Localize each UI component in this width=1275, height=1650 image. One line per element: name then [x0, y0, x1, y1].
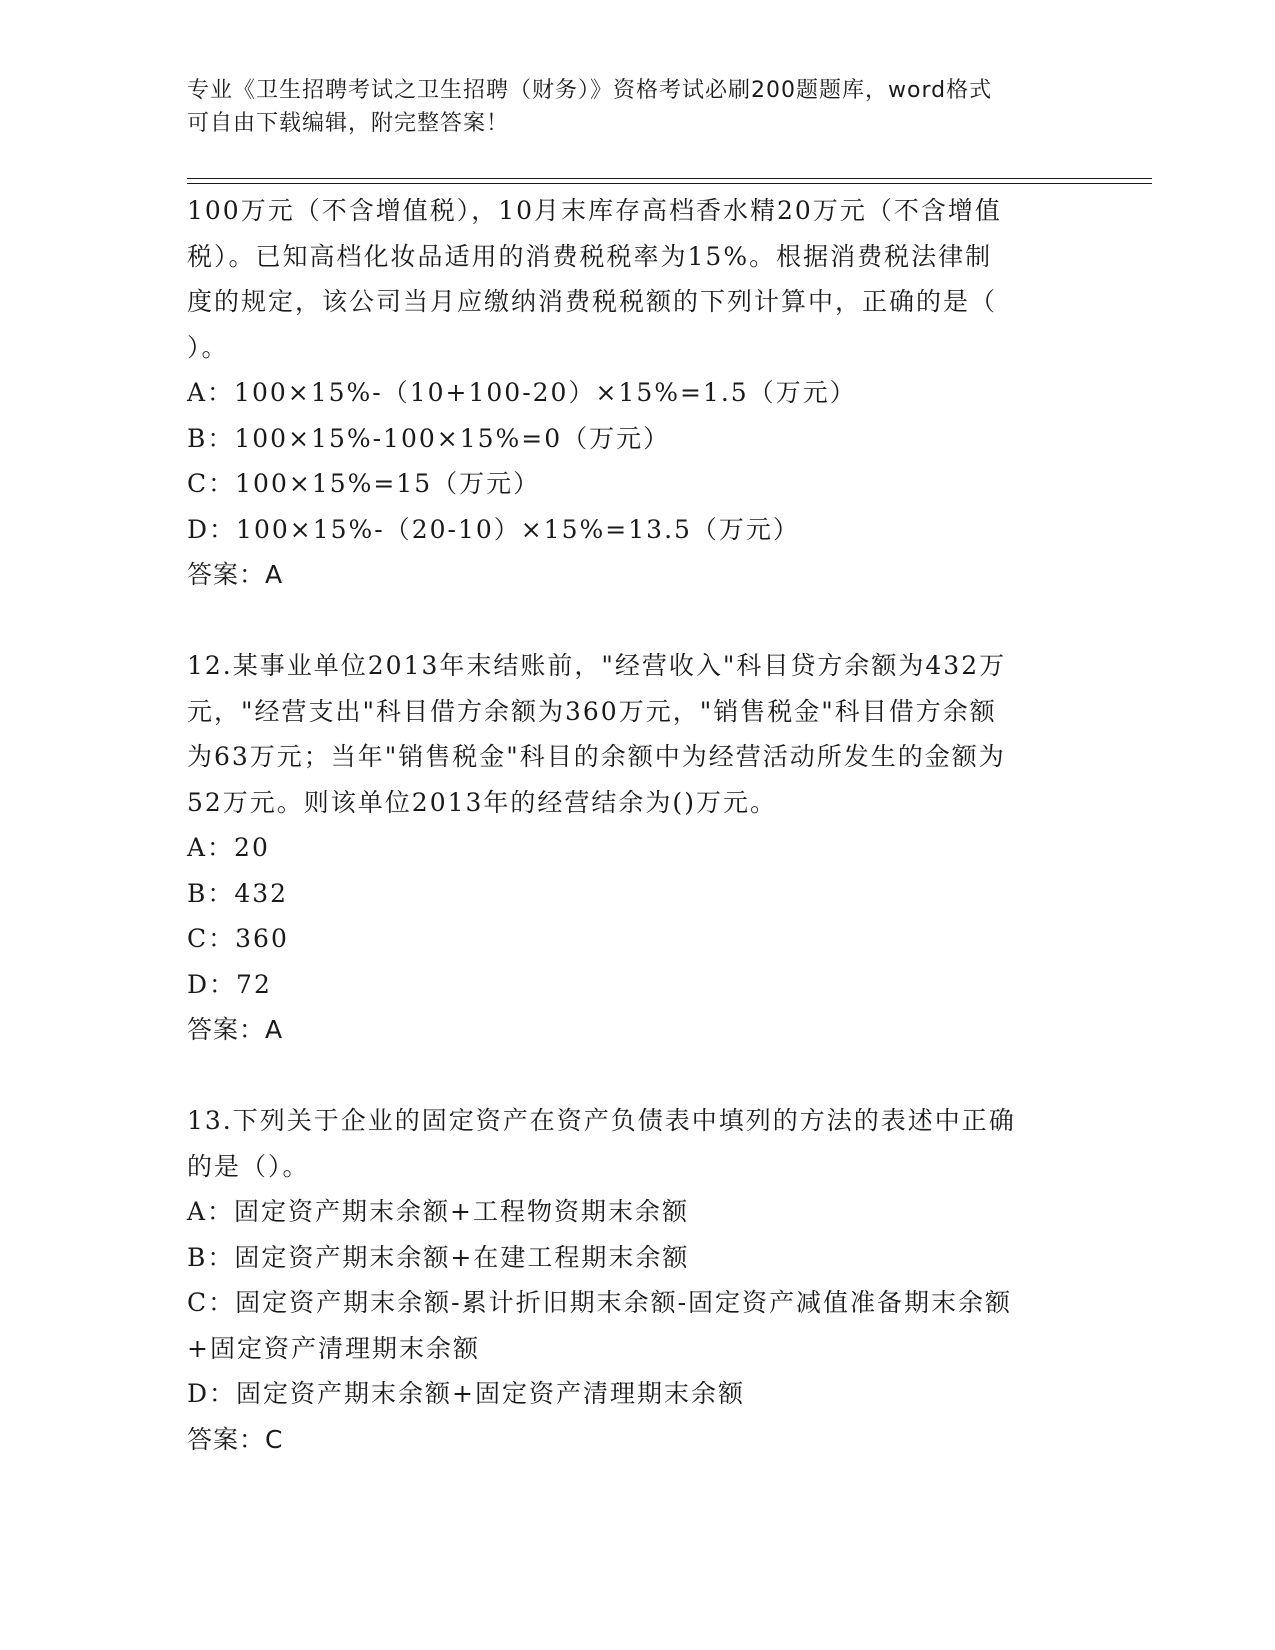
header-line-2: 可自由下载编辑，附完整答案！ — [187, 111, 510, 136]
question-text-line: 52万元。则该单位2013年的经营结余为()万元。 — [187, 787, 777, 817]
question-text-line: 为63万元；当年"销售税金"科目的余额中为经营活动所发生的金额为 — [187, 742, 1006, 771]
answer-label: 答案：C — [187, 1424, 284, 1454]
option-c-continued: +固定资产清理期末余额 — [187, 1333, 480, 1363]
question-text-line: 的是（）。 — [187, 1151, 310, 1181]
option-b: B：100×15%-100×15%=0（万元） — [187, 423, 671, 453]
option-a: A：100×15%-（10+100-20）×15%=1.5（万元） — [187, 378, 857, 407]
question-spacer — [187, 1053, 1077, 1099]
option-d: D：72 — [187, 969, 272, 999]
document-body — [187, 188, 1077, 1462]
question-12 — [187, 643, 1077, 1053]
question-spacer — [187, 598, 1077, 644]
option-d: D：固定资产期末余额+固定资产清理期末余额 — [187, 1379, 745, 1408]
option-b: B：固定资产期末余额+在建工程期末余额 — [187, 1242, 690, 1272]
question-text-line: 12.某事业单位2013年末结账前，"经营收入"科目贷方余额为432万 — [187, 651, 1007, 680]
question-text-line: 100万元（不含增值税），10月末库存高档香水精20万元（不含增值 — [187, 196, 1002, 225]
answer-label: 答案：A — [187, 1015, 284, 1044]
question-text-line: ）。 — [187, 332, 229, 362]
option-b: B：432 — [187, 878, 289, 908]
page-header — [187, 74, 1067, 140]
option-a: A：20 — [187, 833, 270, 862]
header-rule-bottom — [187, 183, 1152, 184]
question-13 — [187, 1098, 1077, 1462]
question-11 — [187, 188, 1077, 598]
question-text-line: 税）。已知高档化妆品适用的消费税税率为15%。根据消费税法律制 — [187, 241, 993, 271]
option-a: A：固定资产期末余额+工程物资期末余额 — [187, 1197, 690, 1226]
option-c: C：固定资产期末余额-累计折旧期末余额-固定资产减值准备期末余额 — [187, 1288, 1013, 1317]
option-c: C：100×15%=15（万元） — [187, 469, 541, 498]
option-c: C：360 — [187, 924, 289, 953]
header-line-1: 专业《卫生招聘考试之卫生招聘（财务）》资格考试必刷200题题库，word格式 — [187, 78, 993, 103]
option-d: D：100×15%-（20-10）×15%=13.5（万元） — [187, 514, 800, 544]
question-text-line: 度的规定，该公司当月应缴纳消费税税额的下列计算中，正确的是（ — [187, 287, 998, 316]
header-rule-top — [187, 178, 1152, 179]
answer-label: 答案：A — [187, 560, 284, 589]
question-text-line: 13.下列关于企业的固定资产在资产负债表中填列的方法的表述中正确 — [187, 1106, 1016, 1135]
question-text-line: 元，"经营支出"科目借方余额为360万元，"销售税金"科目借方余额 — [187, 696, 997, 726]
